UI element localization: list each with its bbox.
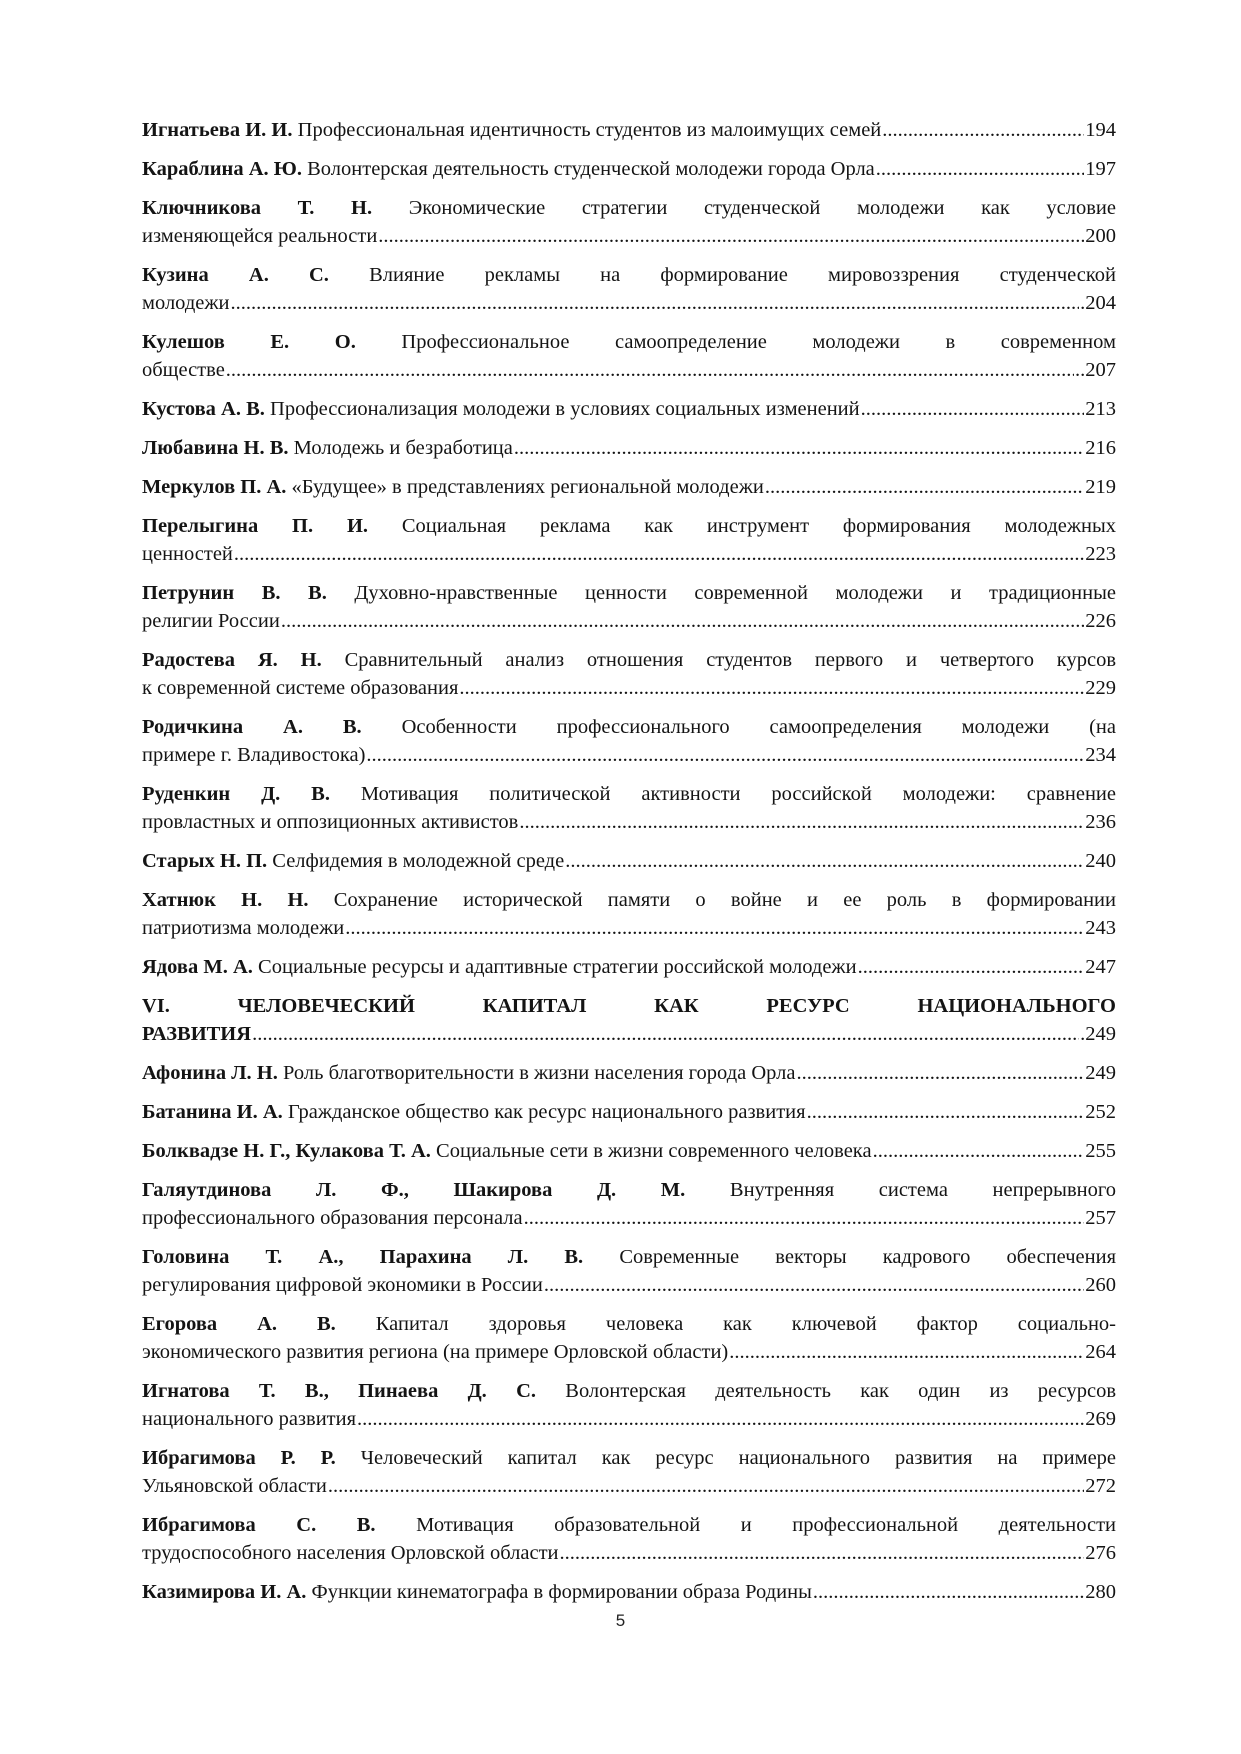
entry-page: 229 [1085, 677, 1116, 699]
entry-title: Селфидемия в молодежной среде [272, 850, 565, 872]
dot-leader [765, 473, 1084, 501]
entry-title: Мотивация образовательной и профессиональной деятельности [416, 1514, 1116, 1536]
toc-entry [142, 434, 1116, 462]
section-heading [142, 992, 1116, 1048]
dot-leader [882, 116, 1084, 144]
entry-page: 240 [1085, 850, 1116, 872]
entry-title-continued: религии России [142, 610, 280, 632]
entry-title-continued: обществе [142, 359, 225, 381]
toc-entry [142, 646, 1116, 702]
entry-title: Роль благотворительности в жизни населения города Орла [283, 1062, 796, 1084]
dot-leader [876, 155, 1084, 183]
toc-entry [142, 1444, 1116, 1500]
entry-author: Старых Н. П. [142, 850, 268, 872]
toc-entry [142, 713, 1116, 769]
entry-author: Игнатова Т. В., Пинаева Д. С. [142, 1380, 536, 1402]
toc-entry [142, 1137, 1116, 1165]
entry-title: Сохранение исторической памяти о войне и ее роль в формировании [333, 889, 1116, 911]
section-title: VI. ЧЕЛОВЕЧЕСКИЙ КАПИТАЛ КАК РЕСУРС НАЦИОНАЛЬНОГО [142, 995, 1116, 1017]
entry-page: 269 [1085, 1408, 1116, 1430]
dot-leader [234, 540, 1084, 568]
entry-page: .204 [1080, 292, 1116, 314]
entry-author: Афонина Л. Н. [142, 1062, 278, 1084]
entry-title: Внутренняя система непрерывного [729, 1179, 1116, 1201]
entry-title-continued: профессионального образования персонала [142, 1207, 523, 1229]
entry-page: 247 [1085, 956, 1116, 978]
entry-author: Ибрагимова Р. Р. [142, 1447, 336, 1469]
entry-title: Особенности профессионального самоопределения молодежи (на [401, 716, 1116, 738]
toc-entry [142, 886, 1116, 942]
entry-title: Сравнительный анализ отношения студентов первого и четвертого курсов [344, 649, 1116, 671]
entry-page: 260 [1085, 1274, 1116, 1296]
dot-leader [861, 395, 1085, 423]
entry-title: Волонтерская деятельность студенческой молодежи города Орла [307, 158, 875, 180]
dot-leader [565, 847, 1084, 875]
toc-entry [142, 1243, 1116, 1299]
entry-title: Профессионализация молодежи в условиях социальных изменений [270, 398, 860, 420]
entry-title-continued: Ульяновской области [142, 1475, 327, 1497]
entry-title: Духовно-нравственные ценности современной молодежи и традиционные [354, 582, 1116, 604]
entry-page: 272 [1085, 1475, 1116, 1497]
entry-author: Кулешов Е. О. [142, 331, 356, 353]
toc-entry [142, 780, 1116, 836]
toc-entry [142, 1176, 1116, 1232]
entry-author: Ядова М. А. [142, 956, 253, 978]
entry-page: 249 [1085, 1062, 1116, 1084]
dot-leader [357, 1405, 1084, 1433]
entry-page: ..207 [1075, 359, 1116, 381]
table-of-contents [142, 116, 1116, 1617]
toc-entry [142, 1377, 1116, 1433]
entry-page: 257 [1085, 1207, 1116, 1229]
entry-title: Влияние рекламы на формирование мировоззрения студенческой [369, 264, 1116, 286]
dot-leader [813, 1578, 1084, 1606]
entry-author: Родичкина А. В. [142, 716, 362, 738]
dot-leader [796, 1059, 1084, 1087]
dot-leader [544, 1271, 1084, 1299]
entry-author: Руденкин Д. В. [142, 783, 330, 805]
entry-title-continued: к современной системе образования [142, 677, 459, 699]
entry-page: 252 [1085, 1101, 1116, 1123]
toc-entry [142, 328, 1116, 384]
entry-page: 234 [1085, 744, 1116, 766]
entry-title-continued: регулирования цифровой экономики в России [142, 1274, 543, 1296]
entry-title-continued: молодежи [142, 292, 230, 314]
entry-author: Хатнюк Н. Н. [142, 889, 309, 911]
entry-title: Социальные сети в жизни современного человека [436, 1140, 872, 1162]
entry-title: Мотивация политической активности российской молодежи: сравнение [360, 783, 1116, 805]
entry-page: 264 [1085, 1341, 1116, 1363]
toc-entry [142, 847, 1116, 875]
entry-page: 280 [1085, 1581, 1116, 1603]
entry-page: 255 [1085, 1140, 1116, 1162]
entry-author: Любавина Н. В. [142, 437, 289, 459]
section-title-continued: РАЗВИТИЯ [142, 1023, 252, 1045]
toc-entry [142, 1098, 1116, 1126]
toc-entry [142, 473, 1116, 501]
entry-title-continued: трудоспособного населения Орловской области [142, 1542, 559, 1564]
toc-entry [142, 116, 1116, 144]
entry-author: Перелыгина П. И. [142, 515, 369, 537]
entry-title: Экономические стратегии студенческой молодежи как условие [408, 197, 1116, 219]
toc-entry [142, 1310, 1116, 1366]
entry-author: Болквадзе Н. Г., Кулакова Т. А. [142, 1140, 431, 1162]
toc-entry [142, 512, 1116, 568]
toc-entry [142, 155, 1116, 183]
entry-author: Кузина А. С. [142, 264, 329, 286]
entry-title: Волонтерская деятельность как один из ресурсов [565, 1380, 1116, 1402]
entry-page: .249 [1080, 1023, 1116, 1045]
entry-page: 200 [1085, 225, 1116, 247]
dot-leader [378, 222, 1084, 250]
page-number: 5 [615, 1611, 626, 1630]
entry-title: Гражданское общество как ресурс национального развития [287, 1101, 806, 1123]
toc-entry [142, 1511, 1116, 1567]
dot-leader [807, 1098, 1085, 1126]
toc-entry [142, 194, 1116, 250]
entry-title-continued: патриотизма молодежи [142, 917, 345, 939]
entry-title: «Будущее» в представлениях региональной молодежи [291, 476, 764, 498]
entry-title: Социальная реклама как инструмент формирования молодежных [401, 515, 1116, 537]
entry-title: Социальные ресурсы и адаптивные стратегии российской молодежи [258, 956, 857, 978]
entry-title: Человеческий капитал как ресурс национального развития на примере [360, 1447, 1116, 1469]
toc-entry [142, 261, 1116, 317]
dot-leader [252, 1020, 1079, 1048]
toc-entry [142, 579, 1116, 635]
entry-page: 197 [1085, 158, 1116, 180]
entry-title-continued: примере г. Владивостока) [142, 744, 366, 766]
entry-title-continued: изменяющейся реальности [142, 225, 378, 247]
entry-title-continued: провластных и оппозиционных активистов [142, 811, 519, 833]
entry-author: Радостева Я. Н. [142, 649, 322, 671]
entry-title: Молодежь и безработица [293, 437, 513, 459]
dot-leader [519, 808, 1084, 836]
dot-leader [873, 1137, 1085, 1165]
entry-author: Ибрагимова С. В. [142, 1514, 376, 1536]
toc-entry [142, 953, 1116, 981]
entry-page: 213 [1085, 398, 1116, 420]
toc-entry [142, 1578, 1116, 1606]
dot-leader [231, 289, 1080, 317]
entry-author: Головина Т. А., Парахина Л. В. [142, 1246, 584, 1268]
dot-leader [514, 434, 1084, 462]
entry-title-continued: экономического развития региона (на примере Орловской области) [142, 1341, 729, 1363]
entry-title-continued: ценностей [142, 543, 233, 565]
dot-leader [858, 953, 1085, 981]
entry-page: 243 [1085, 917, 1116, 939]
entry-author: Караблина А. Ю. [142, 158, 302, 180]
toc-entry [142, 1059, 1116, 1087]
dot-leader [524, 1204, 1085, 1232]
entry-title: Профессиональное самоопределение молодежи в современном [401, 331, 1116, 353]
entry-author: Кустова А. В. [142, 398, 265, 420]
dot-leader [366, 741, 1084, 769]
entry-title: Профессиональная идентичность студентов из малоимущих семей [297, 119, 882, 141]
entry-author: Казимирова И. А. [142, 1581, 307, 1603]
entry-author: Ключникова Т. Н. [142, 197, 373, 219]
entry-page: 219 [1085, 476, 1116, 498]
toc-entry [142, 395, 1116, 423]
entry-page: 226 [1085, 610, 1116, 632]
entry-title: Капитал здоровья человека как ключевой фактор социально- [375, 1313, 1116, 1335]
entry-page: 223 [1085, 543, 1116, 565]
entry-author: Егорова А. В. [142, 1313, 336, 1335]
dot-leader [560, 1539, 1085, 1567]
entry-author: Петрунин В. В. [142, 582, 327, 604]
dot-leader [328, 1472, 1084, 1500]
entry-author: Игнатьева И. И. [142, 119, 293, 141]
dot-leader [459, 674, 1084, 702]
entry-page: 216 [1085, 437, 1116, 459]
dot-leader [729, 1338, 1084, 1366]
dot-leader [345, 914, 1084, 942]
entry-title: Современные векторы кадрового обеспечения [619, 1246, 1116, 1268]
dot-leader [281, 607, 1084, 635]
entry-author: Меркулов П. А. [142, 476, 287, 498]
dot-leader [226, 356, 1074, 384]
entry-page: 236 [1085, 811, 1116, 833]
entry-page: 194 [1085, 119, 1116, 141]
entry-title: Функции кинематографа в формировании образа Родины [311, 1581, 812, 1603]
entry-author: Батанина И. А. [142, 1101, 283, 1123]
entry-title-continued: национального развития [142, 1408, 357, 1430]
entry-page: 276 [1085, 1542, 1116, 1564]
entry-author: Галяутдинова Л. Ф., Шакирова Д. М. [142, 1179, 686, 1201]
